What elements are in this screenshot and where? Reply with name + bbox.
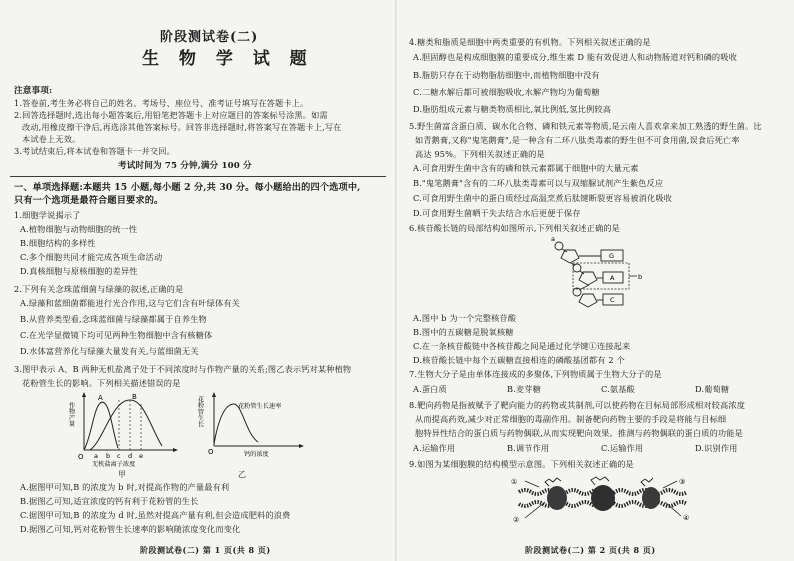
option: C.运输作用 — [601, 443, 644, 453]
option: D.据图乙可知,钙对花粉管生长速率的影响随浓度变化而变化 — [20, 524, 241, 534]
option: A.可食用野生菌中含有的磷和铁元素都属于细胞中的大量元素 — [413, 163, 639, 173]
figure-caption: 甲 — [118, 470, 127, 479]
axis-label: 花粉管生长 — [196, 396, 204, 427]
option: D.葡萄糖 — [695, 384, 730, 394]
figure-cell-membrane — [505, 472, 705, 524]
notice-line: 2.回答选择题时,选出每小题答案后,用铅笔把答题卡上对应题目的答案标号涂黑。如需 — [14, 110, 328, 120]
page-footer: 阶段测试卷(二) 第 2 页(共 8 页) — [525, 545, 656, 555]
question-stem: 9.如图为某细胞膜的结构模型示意图。下列相关叙述正确的是 — [409, 459, 634, 469]
tick-label: b — [106, 452, 111, 460]
page-footer: 阶段测试卷(二) 第 1 页(共 8 页) — [140, 545, 271, 555]
exam-page-2 — [397, 0, 794, 561]
question-stem: 胞特异性结合的蛋白质与药物偶联,从而实现靶向效果。推测与药物偶联的蛋白质的功能是 — [415, 428, 743, 438]
option: A.据图甲可知,B 的浓度为 b 时,对提高作物的产量最有利 — [20, 482, 230, 492]
axis-label: 无机盐离子浓度 — [92, 461, 136, 468]
section-heading: 只有一个选项是最符合题目要求的。 — [14, 195, 164, 206]
option: B."鬼笔鹅膏"含有的二环八肽类毒素可以与双缩脲试剂产生紫色反应 — [413, 178, 664, 188]
notice-line: 1.答卷前,考生务必将自己的姓名、考场号、座位号、准考证号填写在答题卡上。 — [14, 98, 309, 108]
section-heading: 一、单项选择题:本题共 15 小题,每小题 2 分,共 30 分。每小题给出的四个选项中, — [14, 182, 361, 193]
option: A.运输作用 — [413, 443, 456, 453]
figure-caption: 乙 — [238, 470, 247, 479]
question-stem: 4.糖类和脂质是细胞中两类重要的有机物。下列相关叙述正确的是 — [409, 37, 651, 47]
base-label: G — [609, 252, 615, 260]
subject-title: 生 物 学 试 题 — [142, 49, 314, 69]
curve-label: A — [98, 394, 103, 402]
option: D.脂肪组成元素与糖类物质相比,氧比例低,氢比例较高 — [413, 104, 612, 114]
tick-label: e — [139, 452, 143, 460]
notice-line: 改动,用橡皮擦干净后,再选涂其他答案标号。回答非选择题时,将答案写在答题卡上,写在 — [22, 122, 342, 132]
notice-line: 本试卷上无效。 — [22, 134, 81, 144]
option: C.多个细胞共同才能完成各项生命活动 — [20, 252, 163, 262]
question-stem: 8.靶向药物是指被赋予了靶向能力的药物或其制剂,可以使药物在目标局部形成相对较高浓度 — [409, 400, 746, 410]
origin-label: O — [208, 448, 214, 456]
tick-label: d — [128, 452, 133, 460]
question-stem: 3.图甲表示 A、B 两种无机盐离子处于不同浓度时与作物产量的关系;图乙表示钙对某种植物 — [14, 364, 352, 374]
exam-time-note: 考试时间为 75 分钟,满分 100 分 — [118, 161, 252, 171]
option: C.二糖水解后都可被细胞吸收,水解产物均为葡萄糖 — [413, 87, 600, 97]
option: B.调节作用 — [507, 443, 550, 453]
curve-label: B — [132, 393, 137, 401]
curve-label: 花粉管生长速率 — [238, 403, 282, 410]
option: B.脂肪只存在于动物脂肪细胞中,而植物细胞中没有 — [413, 70, 600, 80]
option: A.图中 b 为一个完整核苷酸 — [413, 313, 517, 323]
option: B.图中的五碳糖是脱氧核糖 — [413, 327, 514, 337]
part-number: ① — [511, 478, 518, 486]
option: D.真核细胞与原核细胞的差异性 — [20, 266, 138, 276]
question-stem: 1.细胞学说揭示了 — [14, 210, 81, 220]
question-stem: 6.核苷酸长链的局部结构如图所示,下列相关叙述正确的是 — [409, 223, 620, 233]
label-a: a — [551, 235, 555, 243]
part-number: ④ — [683, 514, 690, 522]
part-number: ② — [513, 516, 520, 524]
option: A.胆固醇也是构成细胞膜的重要成分,维生素 D 能有效促进人和动物肠道对钙和磷的吸收 — [413, 52, 737, 62]
option: D.可食用野生菌晒干失去结合水后更便于保存 — [413, 208, 581, 218]
option: A.植物细胞与动物细胞的统一性 — [20, 224, 138, 234]
option: C.在光学显微镜下均可见两种生物细胞中含有核糖体 — [20, 330, 213, 340]
option: D.水体富营养化与绿藻大量发有关,与蓝细菌无关 — [20, 346, 199, 356]
question-stem: 从而提高药效,减少对正常细胞的毒副作用。制备靶向药物主要的手段是将能与目标细 — [415, 414, 727, 424]
option: A.蛋白质 — [413, 384, 447, 394]
option: C.据图甲可知,B 的浓度为 d 时,虽然对提高产量有利,但会造成肥料的浪费 — [20, 510, 291, 520]
base-label: A — [610, 274, 615, 282]
question-stem: 如青鹅膏,又称"鬼笔鹅膏",是一种含有二环八肽类毒素的野生但不可食用菌,误食后死亡率 — [415, 135, 740, 145]
axis-label: 钙的浓度 — [244, 451, 269, 458]
question-stem: 花粉管生长的影响。下列相关描述错误的是 — [22, 378, 181, 388]
question-stem: 7.生物大分子是由单体连接成的多聚体,下列物质属于生物大分子的是 — [409, 369, 662, 379]
question-stem: 5.野生菌富含蛋白质、碳水化合物、磷和铁元素等物质,是云南人喜欢拿来加工熟透的野生菌。比 — [409, 121, 762, 131]
exam-set-title: 阶段测试卷(二) — [160, 30, 259, 45]
option: C.氨基酸 — [601, 384, 635, 394]
tick-label: c — [117, 452, 121, 460]
option: B.细胞结构的多样性 — [20, 238, 96, 248]
option: C.在一条核苷酸链中各核苷酸之间是通过化学键①连接起来 — [413, 341, 631, 351]
question-stem: 2.下列有关念珠蓝细菌与绿藻的叙述,正确的是 — [14, 284, 184, 294]
base-label: C — [610, 296, 615, 304]
figure-nucleotide-chain — [545, 236, 645, 308]
origin-label: O — [78, 453, 84, 461]
option: B.据图乙可知,适宜浓度的钙有利于花粉管的生长 — [20, 496, 199, 506]
figure-yi — [198, 390, 308, 468]
option: B.麦芽糖 — [507, 384, 541, 394]
option: D.核苷酸长链中每个五碳糖直接相连的磷酸基团都有 2 个 — [413, 355, 625, 365]
option: D.识别作用 — [695, 443, 738, 453]
option: C.可食用野生菌中的蛋白质经过高温烹煮后肽键断裂更容易被消化吸收 — [413, 193, 673, 203]
option: B.从营养类型看,念珠蓝细菌与绿藻都属于自养生物 — [20, 314, 207, 324]
option: A.绿藻和蓝细菌都能进行光合作用,这与它们含有叶绿体有关 — [20, 298, 241, 308]
notice-heading: 注意事项: — [14, 86, 53, 96]
part-number: ③ — [679, 478, 686, 486]
figure-jia — [67, 390, 180, 468]
notice-line: 3.考试结束后,将本试卷和答题卡一并交回。 — [14, 146, 175, 156]
axis-label: 作物产量 — [67, 402, 75, 427]
question-stem: 高达 95%。下列相关叙述正确的是 — [415, 149, 545, 159]
divider — [10, 176, 386, 177]
label-b: b — [638, 273, 643, 281]
tick-label: a — [94, 452, 98, 460]
